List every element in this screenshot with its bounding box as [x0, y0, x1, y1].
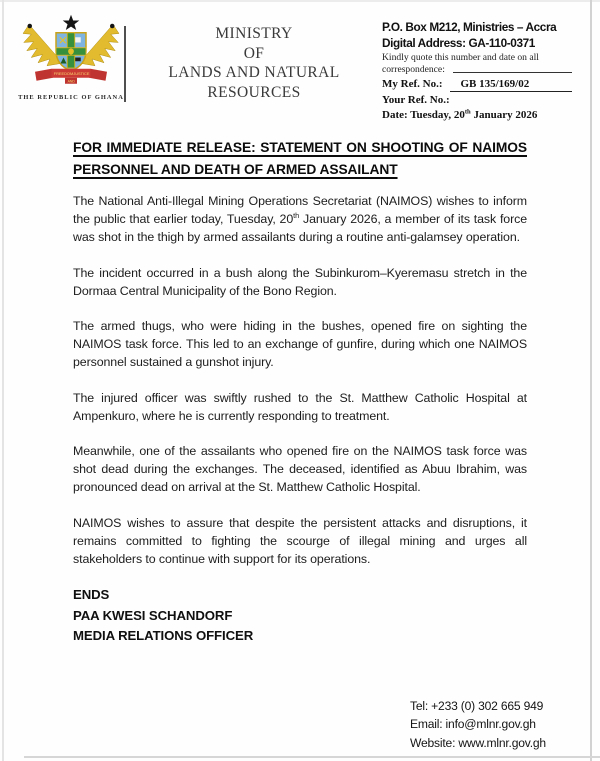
- release-title: FOR IMMEDIATE RELEASE: STATEMENT ON SHOOTING OF NAIMOS PERSONNEL AND DEATH OF ARMED ASSAILANT: [73, 140, 527, 177]
- signature-ends: ENDS: [73, 587, 110, 603]
- scan-edge-left: [2, 0, 4, 761]
- footer-contact-block: [410, 697, 546, 752]
- letterhead-contact-block: [382, 14, 572, 122]
- quote-note-line1: Kindly quote this number and date on all: [382, 52, 539, 63]
- scan-edge-bottom: [24, 756, 600, 758]
- signature-role: MEDIA RELATIONS OFFICER: [73, 628, 254, 644]
- ministry-title-line: LANDS AND NATURAL: [168, 64, 340, 81]
- po-box-line: P.O. Box M212, Ministries – Accra: [382, 20, 557, 34]
- date-line: Date: Tuesday, 20th January 2026: [382, 108, 538, 121]
- digital-address-line: Digital Address: GA-110-0371: [382, 35, 535, 50]
- paragraph-4: The injured officer was swiftly rushed to the St. Matthew Catholic Hospital at Ampenkuro, where he is currently responding to treatment.: [73, 390, 527, 423]
- paragraph-1: The National Anti-Illegal Mining Operations Secretariat (NAIMOS) wishes to inform the public that earlier today, Tuesday, 20th January 2026, a member of its task force was shot in the thigh by armed assailants during a routine anti-galamsey operation.: [73, 194, 527, 245]
- release-body: [73, 137, 527, 647]
- paragraph-2: The incident occurred in a bush along the Subinkurom–Kyeremasu stretch in the Dormaa Central Municipality of the Bono Region.: [73, 265, 527, 298]
- ministry-title: [126, 14, 382, 122]
- signature-name: PAA KWESI SCHANDORF: [73, 607, 233, 623]
- ministry-title-line: RESOURCES: [207, 83, 301, 101]
- your-ref-label: Your Ref. No.:: [382, 94, 450, 106]
- signature-block: [73, 585, 527, 647]
- paragraph-5: Meanwhile, one of the assailants who opened fire on the NAIMOS task force was shot dead during the exchanges. The deceased, identified as Abuu Ibrahim, was pronounced dead on arrival at the St. Matthew Catholic Hospital.: [73, 444, 527, 495]
- scan-edge-top: [0, 0, 600, 2]
- my-ref-row: [382, 78, 572, 92]
- my-ref-label: My Ref. No.:: [382, 78, 443, 90]
- ministry-title-line: MINISTRY: [215, 25, 293, 42]
- your-ref-row: [382, 94, 572, 107]
- correspondence-rule-line: [453, 72, 572, 73]
- ghana-coat-of-arms: [18, 14, 124, 122]
- my-ref-value: GB 135/169/02: [450, 78, 572, 92]
- footer-email: Email: info@mlnr.gov.gh: [410, 717, 536, 732]
- motto-and: AND: [67, 79, 75, 84]
- footer-tel: Tel: +233 (0) 302 665 949: [410, 699, 544, 713]
- quote-note-line2: correspondence:: [382, 64, 572, 76]
- paragraph-3: The armed thugs, who were hiding in the bushes, opened fire on sighting the NAIMOS task force. This led to an exchange of gunfire, during which one NAIMOS personnel sustained a gunshot injury.: [73, 319, 527, 370]
- coat-of-arms-icon: [21, 14, 121, 86]
- motto-justice: JUSTICE: [73, 71, 90, 77]
- paragraph-6: NAIMOS wishes to assure that despite the persistent attacks and disruptions, it remains committed to fighting the scourge of illegal mining and urges all stakeholders to continue with support for its operations.: [73, 515, 527, 567]
- letterhead: [0, 0, 600, 122]
- scan-edge-right: [590, 0, 592, 761]
- ministry-title-line: OF: [243, 44, 265, 62]
- motto-freedom: FREEDOM: [53, 71, 74, 77]
- date-ordinal-superscript: th: [293, 211, 300, 221]
- footer-website: Website: www.mlnr.gov.gh: [410, 735, 546, 750]
- republic-of-ghana-label: THE REPUBLIC OF GHANA: [18, 94, 124, 101]
- date-ordinal-superscript: th: [464, 108, 471, 116]
